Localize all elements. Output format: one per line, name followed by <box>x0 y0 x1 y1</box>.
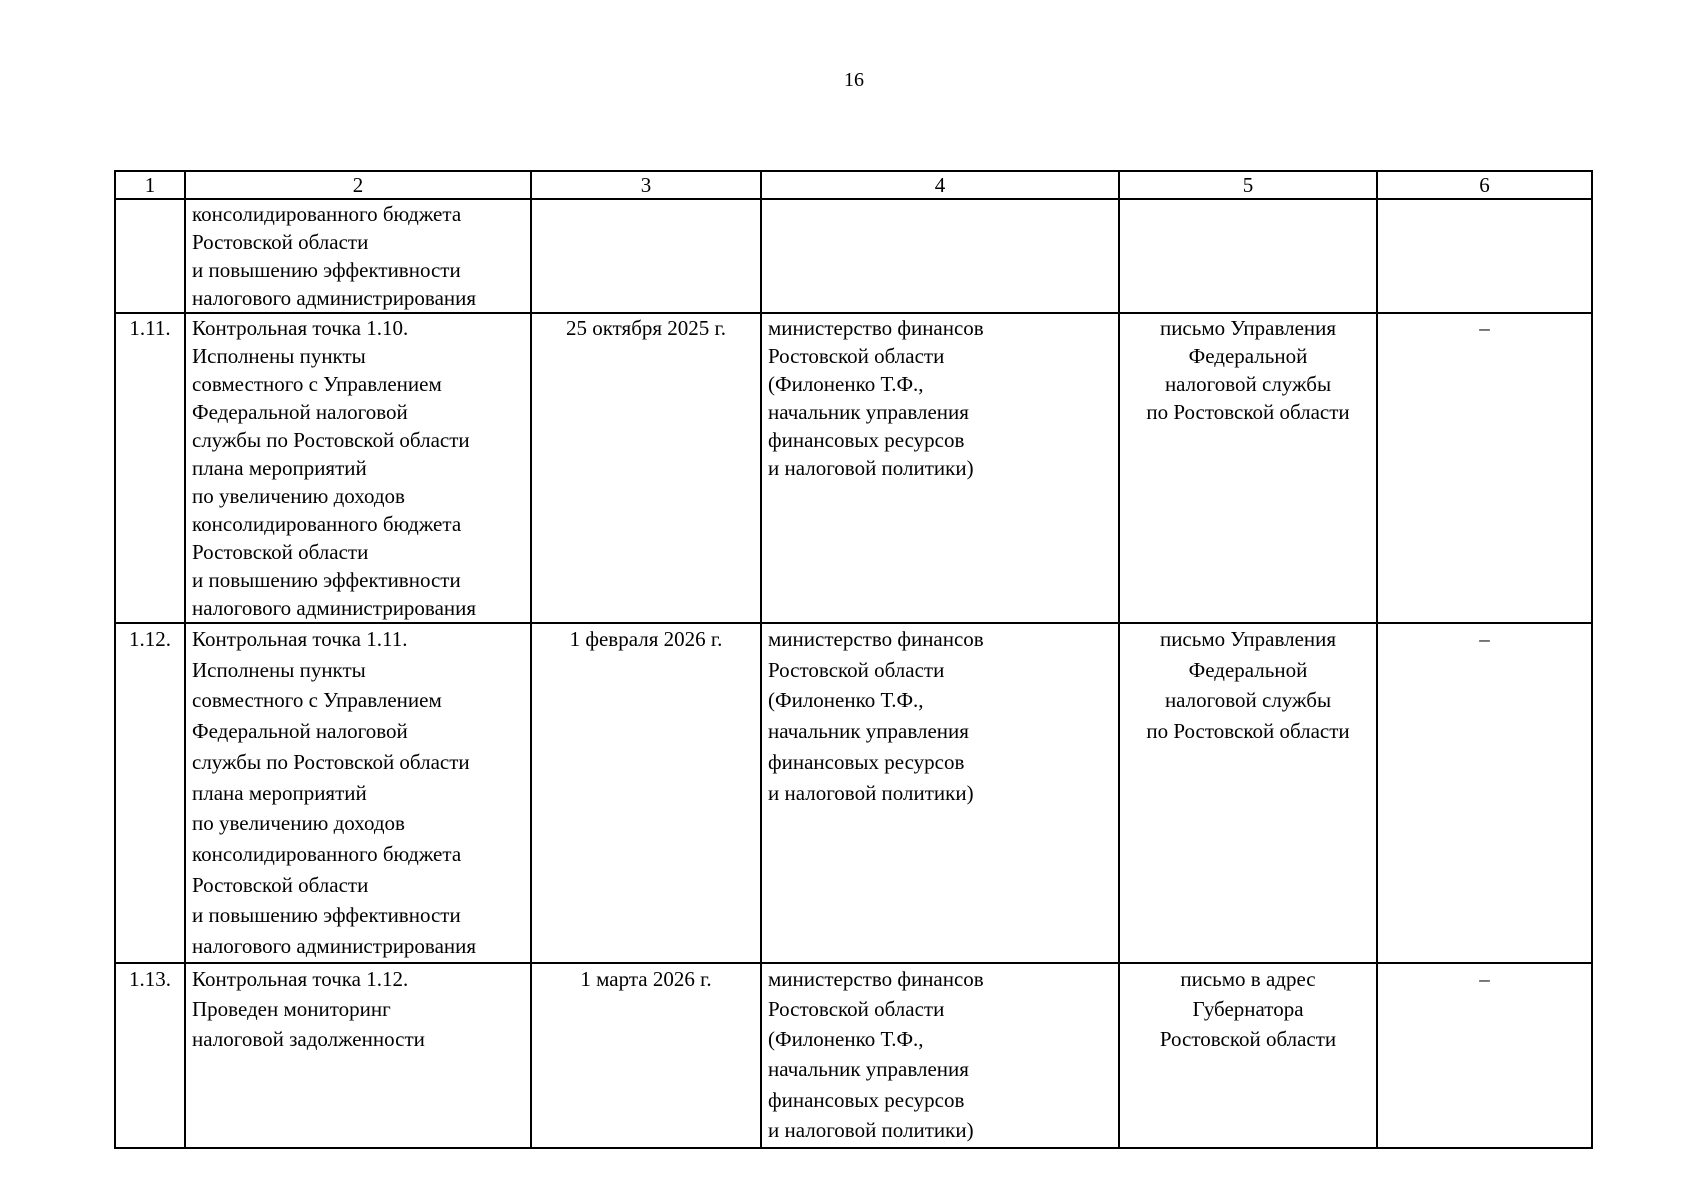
row-number-cell <box>115 313 185 623</box>
date-text: 25 октября 2025 г. <box>565 316 727 340</box>
table-row <box>115 623 1592 963</box>
column-header-2: 2 <box>185 171 531 199</box>
date-text: 1 марта 2026 г. <box>580 966 712 991</box>
column-header-5: 5 <box>1119 171 1377 199</box>
row-number: 1.13. <box>129 966 171 991</box>
responsible-cell <box>761 623 1119 963</box>
row-number-cell <box>115 623 185 963</box>
row-number-cell <box>115 199 185 313</box>
column-header-6: 6 <box>1377 171 1592 199</box>
event-cell <box>185 623 531 963</box>
note-text: – <box>1479 316 1490 340</box>
event-text: Контрольная точка 1.11. Исполнены пункты совместного с Управлением Федеральной налоговой службы по Ростовской области плана мероприятий по увеличению доходов консолидированного бюджета Ростовской области и повышению эффективности налогового администрирования <box>192 627 477 959</box>
responsible-cell <box>761 963 1119 1148</box>
responsible-text: министерство финансов Ростовской области (Филоненко Т.Ф., начальник управления финансовых ресурсов и налоговой политики) <box>768 316 984 480</box>
responsible-cell <box>761 199 1119 313</box>
table-header-row <box>115 171 1592 199</box>
row-number: 1.11. <box>129 316 171 340</box>
event-cell <box>185 313 531 623</box>
note-cell <box>1377 199 1592 313</box>
event-cell <box>185 199 531 313</box>
date-cell <box>531 623 761 963</box>
event-text: Контрольная точка 1.12. Проведен мониторинг налоговой задолженности <box>192 966 425 1052</box>
document-cell <box>1119 313 1377 623</box>
document-cell <box>1119 963 1377 1148</box>
table-row <box>115 963 1592 1148</box>
column-header-1: 1 <box>115 171 185 199</box>
document-cell <box>1119 623 1377 963</box>
event-text: Контрольная точка 1.10. Исполнены пункты совместного с Управлением Федеральной налоговой службы по Ростовской области плана мероприятий по увеличению доходов консолидированного бюджета Ростовской области и повышению эффективности налогового администрирования <box>192 316 477 620</box>
table-row <box>115 199 1592 313</box>
date-cell <box>531 313 761 623</box>
date-cell <box>531 963 761 1148</box>
note-text: – <box>1479 627 1490 651</box>
document-cell <box>1119 199 1377 313</box>
responsible-text: министерство финансов Ростовской области (Филоненко Т.Ф., начальник управления финансовых ресурсов и налоговой политики) <box>768 627 984 805</box>
date-text: 1 февраля 2026 г. <box>569 627 723 651</box>
document-text: письмо в адрес Губернатора Ростовской области <box>1159 966 1337 1052</box>
note-cell <box>1377 623 1592 963</box>
column-header-4: 4 <box>761 171 1119 199</box>
responsible-text: министерство финансов Ростовской области (Филоненко Т.Ф., начальник управления финансовых ресурсов и налоговой политики) <box>768 966 984 1142</box>
document-text: письмо Управления Федеральной налоговой службы по Ростовской области <box>1146 316 1350 424</box>
column-header-3: 3 <box>531 171 761 199</box>
plan-table <box>114 170 1593 1149</box>
row-number: 1.12. <box>129 627 171 651</box>
note-text: – <box>1479 966 1490 991</box>
date-cell <box>531 199 761 313</box>
note-cell <box>1377 313 1592 623</box>
document-text: письмо Управления Федеральной налоговой службы по Ростовской области <box>1146 627 1350 744</box>
note-cell <box>1377 963 1592 1148</box>
page-number: 16 <box>844 69 864 91</box>
responsible-cell <box>761 313 1119 623</box>
row-number-cell <box>115 963 185 1148</box>
event-cell <box>185 963 531 1148</box>
event-text: консолидированного бюджета Ростовской области и повышению эффективности налогового администрирования <box>192 202 477 310</box>
table-row <box>115 313 1592 623</box>
